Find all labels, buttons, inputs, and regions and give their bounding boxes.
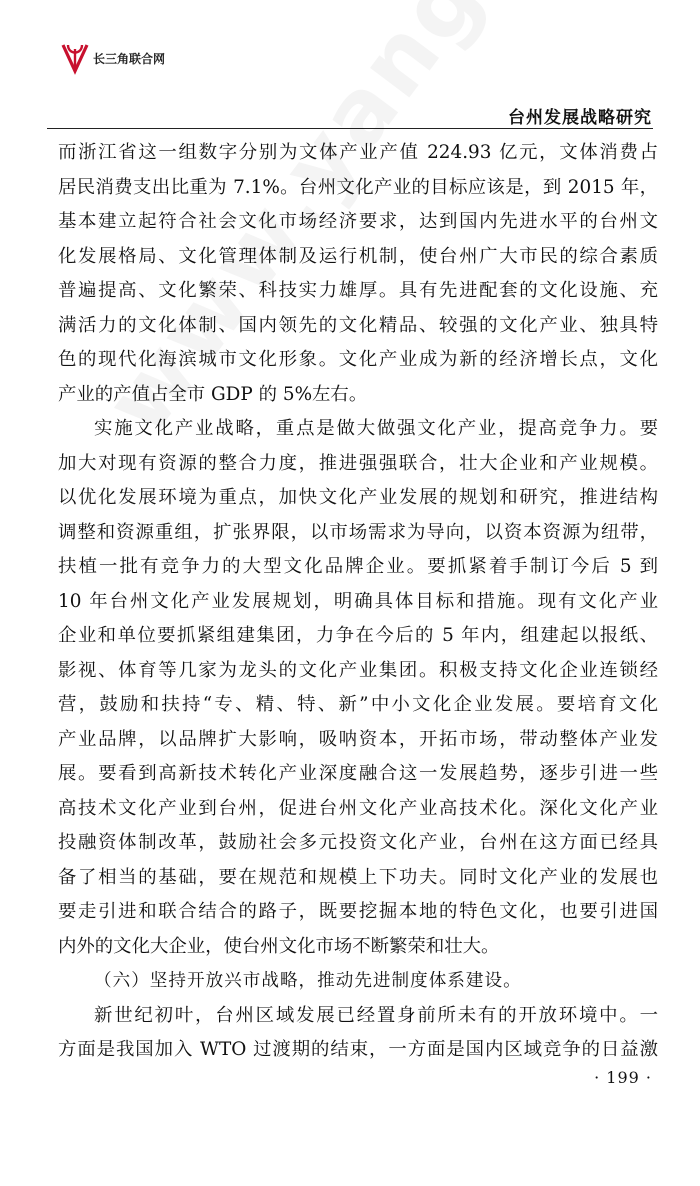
text-line: 加大对现有资源的整合力度，推进强强联合，壮大企业和产业规模。 xyxy=(58,452,658,474)
text-line: 影视、体育等几家为龙头的文化产业集团。积极支持文化企业连锁经 xyxy=(58,659,658,681)
text-line: 实施文化产业战略，重点是做大做强文化产业，提高竞争力。要 xyxy=(94,418,658,439)
section-heading: （六）坚持开放兴市战略，推动先进制度体系建设。 xyxy=(94,971,522,991)
text-line: 居民消费支出比重为 7.1%。台州文化产业的目标应该是，到 2015 年， xyxy=(58,176,658,198)
text-line: 新世纪初叶，台州区域发展已经置身前所未有的开放环境中。一 xyxy=(94,1004,658,1026)
header-rule xyxy=(47,128,653,129)
text-line: 产业的产值占全市 GDP 的 5%左右。 xyxy=(58,383,368,405)
text-line: 以优化发展环境为重点，加快文化产业发展的规划和研究，推进结构 xyxy=(58,487,658,508)
text-line: 10 年台州文化产业发展规划，明确具体目标和措施。现有文化产业 xyxy=(58,590,658,612)
logo-text: 长三角联合网 xyxy=(93,51,166,66)
text-line: 企业和单位要抓紧组建集团，力争在今后的 5 年内，组建起以报纸、 xyxy=(58,625,658,646)
text-line: 内外的文化大企业，使台州文化市场不断繁荣和壮大。 xyxy=(58,935,500,957)
text-line: 调整和资源重组，扩张界限，以市场需求为导向，以资本资源为纽带， xyxy=(58,521,658,543)
text-line: 化发展格局、文化管理体制及运行机制，使台州广大市民的综合素质 xyxy=(58,245,658,267)
text-line: 营，鼓励和扶持“专、精、特、新”中小文化企业发展。要培育文化 xyxy=(58,694,658,715)
text-line: 色的现代化海滨城市文化形象。文化产业成为新的经济增长点，文化 xyxy=(58,349,658,370)
text-line: 高技术文化产业到台州，促进台州文化产业高技术化。深化文化产业 xyxy=(58,797,658,819)
text-line: 方面是我国加入 WTO 过渡期的结束，一方面是国内区域竞争的日益激 xyxy=(58,1039,658,1060)
yangtse-logo-icon xyxy=(60,41,90,75)
text-line: 要走引进和联合结合的路子，既要挖掘本地的特色文化，也要引进国 xyxy=(58,901,658,922)
text-line: 扶植一批有竞争力的大型文化品牌企业。要抓紧着手制订今后 5 到 xyxy=(58,556,658,577)
text-line: 满活力的文化体制、国内领先的文化精品、较强的文化产业、独具特 xyxy=(58,314,658,336)
book-title: 台州发展战略研究 xyxy=(508,108,652,128)
page-number: · 199 · xyxy=(594,1068,652,1087)
text-line: 备了相当的基础，要在规范和规模上下功夫。同时文化产业的发展也 xyxy=(58,866,658,888)
text-line: 而浙江省这一组数字分别为文体产业产值 224.93 亿元，文体消费占 xyxy=(58,142,658,163)
text-line: 基本建立起符合社会文化市场经济要求，达到国内先进水平的台州文 xyxy=(58,211,658,232)
text-line: 普遍提高、文化繁荣、科技实力雄厚。具有先进配套的文化设施、充 xyxy=(58,280,658,301)
body-text xyxy=(58,136,658,1068)
site-logo xyxy=(60,40,165,76)
text-line: 投融资体制改革，鼓励社会多元投资文化产业，台州在这方面已经具 xyxy=(58,832,658,853)
text-line: 展。要看到高新技术转化产业深度融合这一发展趋势，逐步引进一些 xyxy=(58,763,658,784)
text-line: 产业品牌，以品牌扩大影响，吸呐资本，开拓市场，带动整体产业发 xyxy=(58,728,658,750)
